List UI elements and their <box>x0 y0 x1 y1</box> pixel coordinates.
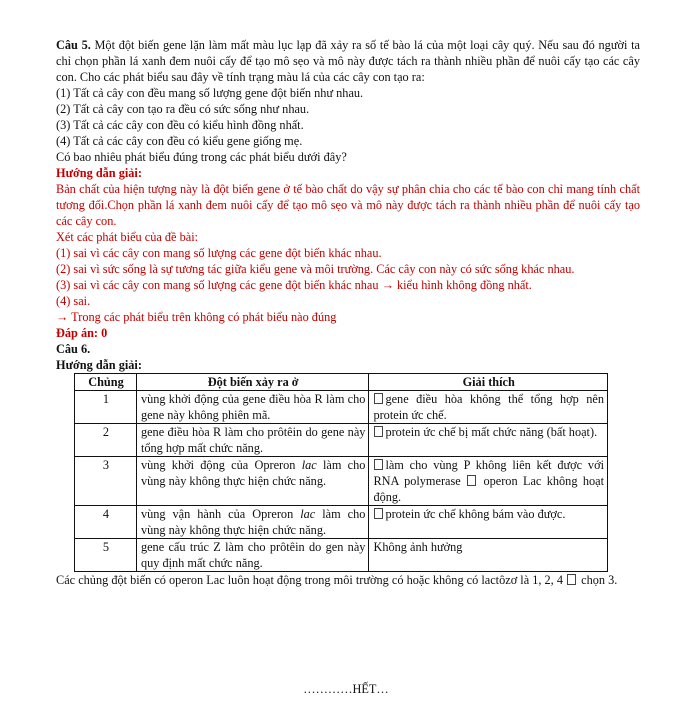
strain-cell: 4 <box>75 506 137 539</box>
document-page <box>56 37 640 588</box>
question-6-label: Câu 6. <box>56 342 91 356</box>
header-strain: Chủng <box>75 374 137 391</box>
answer-3: (3) sai vì các cây con mang số lượng các gene đột biến khác nhau → kiểu hình không đồng nhất. <box>56 278 532 292</box>
guide-title-6: Hướng dẫn giải: <box>56 358 142 372</box>
table-row <box>75 457 608 506</box>
table-row <box>75 391 608 424</box>
question-5-prompt: Có bao nhiêu phát biểu đúng trong các phát biểu dưới đây? <box>56 150 347 164</box>
mutation-cell: vùng vận hành của Opreron lac làm cho vùng này không thực hiện chức năng. <box>136 506 369 539</box>
option-2: (2) Tất cả cây con tạo ra đều có sức sống như nhau. <box>56 102 310 116</box>
strain-cell: 5 <box>75 539 137 572</box>
answer-conclusion: → Trong các phát biểu trên không có phát biểu nào đúng <box>56 310 337 324</box>
option-4: (4) Tất cả các cây con đều có kiểu gene giống mẹ. <box>56 134 303 148</box>
table-row <box>75 506 608 539</box>
explanation-cell: làm cho vùng P không liên kết được với RNA polymerase operon Lac không hoạt động. <box>369 457 608 506</box>
question-5-stem: Câu 5. Một đột biến gene lặn làm mất màu lục lạp đã xảy ra số tế bào lá của một loại cây quý. Nếu sau đó người ta chỉ chọn phần lá xanh đem nuôi cấy để tạo mô sẹo và mô này được tách ra thành nhiều phần để nuôi cấy tạo các cây con. Cho các phát biểu sau đây về tính trạng màu lá của các cây con tạo ra: <box>56 38 640 84</box>
mutation-cell: vùng khởi động của gene điều hòa R làm cho gene này không phiên mã. <box>136 391 369 424</box>
mutation-cell: gene cấu trúc Z làm cho prôtêin do gen này quy định mất chức năng. <box>136 539 369 572</box>
strain-cell: 1 <box>75 391 137 424</box>
table-row <box>75 539 608 572</box>
consider-line: Xét các phát biểu của đề bài: <box>56 230 199 244</box>
header-explanation: Giải thích <box>369 374 608 391</box>
question-6-conclusion: Các chủng đột biến có operon Lac luôn hoạt động trong môi trường có hoặc không có lactôzơ là 1, 2, 4 chọn 3. <box>56 573 618 587</box>
table-row <box>75 424 608 457</box>
missing-glyph-icon <box>374 393 383 404</box>
mutation-table <box>74 373 608 572</box>
missing-glyph-icon <box>567 574 576 585</box>
answer-4: (4) sai. <box>56 294 91 308</box>
option-1: (1) Tất cả cây con đều mang số lượng gene đột biến như nhau. <box>56 86 364 100</box>
mutation-cell: vùng khởi động của Opreron lac làm cho vùng này không thực hiện chức năng. <box>136 457 369 506</box>
explanation: Bản chất của hiện tượng này là đột biến gene ở tế bào chất do vậy sự phân chia cho các tế bào con chỉ mang tính chất tương đối.Chọn phần lá xanh đem nuôi cấy để tạo mô sẹo và mô này được tách ra thành nhiều phần để nuôi cấy tạo các cây con. <box>56 182 640 228</box>
guide-title-5: Hướng dẫn giải: <box>56 166 142 180</box>
option-3: (3) Tất cả các cây con đều có kiểu hình đồng nhất. <box>56 118 304 132</box>
answer-1: (1) sai vì các cây con mang số lượng các gene đột biến khác nhau. <box>56 246 382 260</box>
strain-cell: 3 <box>75 457 137 506</box>
mutation-cell: gene điều hòa R làm cho prôtêin do gene này tổng hợp mất chức năng. <box>136 424 369 457</box>
strain-cell: 2 <box>75 424 137 457</box>
explanation-cell: Không ảnh hưởng <box>369 539 608 572</box>
missing-glyph-icon <box>467 475 476 486</box>
explanation-cell: protein ức chế bị mất chức năng (bất hoạt). <box>369 424 608 457</box>
missing-glyph-icon <box>374 426 383 437</box>
explanation-cell: protein ức chế không bám vào được. <box>369 506 608 539</box>
explanation-cell: gene điều hòa không thể tổng hợp nên protein ức chế. <box>369 391 608 424</box>
header-mutation: Đột biến xảy ra ở <box>136 374 369 391</box>
missing-glyph-icon <box>374 459 383 470</box>
missing-glyph-icon <box>374 508 383 519</box>
table-header-row <box>75 374 608 391</box>
question-5-label: Câu 5. <box>56 38 91 52</box>
final-answer: Đáp án: 0 <box>56 326 108 340</box>
end-mark: …………HẾT… <box>303 682 389 696</box>
answer-2: (2) sai vì sức sống là sự tương tác giữa kiểu gene và môi trường. Các cây con này có sức sống khác nhau. <box>56 262 575 276</box>
